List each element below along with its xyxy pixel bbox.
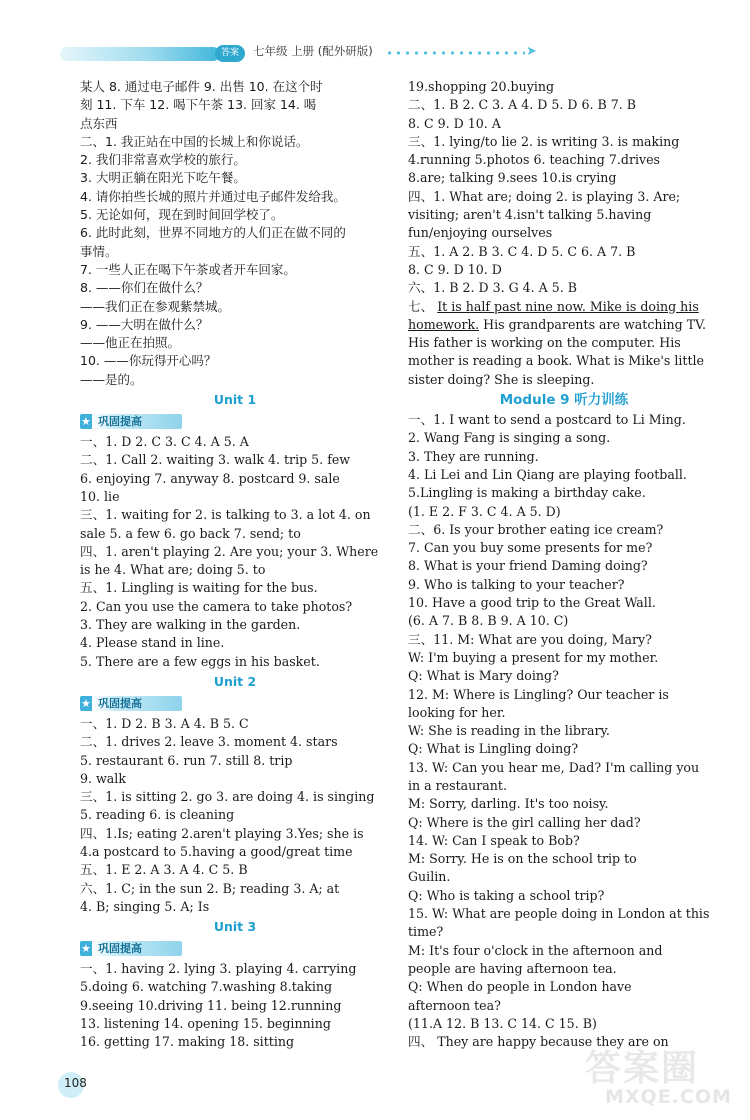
answer-line: time? (408, 924, 444, 940)
answer-line: 4. Li Lei and Lin Qiang are playing football. (408, 466, 687, 482)
answer-line: 16. getting 17. making 18. sitting (80, 1034, 295, 1050)
section-banner (80, 939, 390, 958)
answer-line: 8. C 9. D 10. A (408, 115, 501, 131)
answer-line: 一、1. D 2. C 3. C 4. A 5. A (80, 434, 249, 450)
answer-line: 9. ——大明在做什么？ (80, 316, 209, 332)
answer-line: 三、1. lying/to lie 2. is writing 3. is making (408, 133, 680, 149)
page-number-badge (58, 1070, 108, 1100)
answer-line: Q: What is Mary doing? (408, 668, 559, 684)
answer-line: M: It's four o'clock in the afternoon and (408, 942, 663, 958)
dotted-line-decoration (385, 49, 525, 57)
answer-line: 5. restaurant 6. run 7. still 8. trip (80, 752, 293, 768)
answer-line: 3. They are walking in the garden. (80, 617, 301, 633)
answer-line: ——我们正在参观紫禁城。 (80, 298, 231, 314)
answer-line: (1. E 2. F 3. C 4. A 5. D) (408, 503, 561, 519)
answer-badge: 答案 (215, 45, 245, 62)
answer-line: 二、1. Call 2. waiting 3. walk 4. trip 5. few (80, 452, 351, 468)
answer-line: looking for her. (408, 704, 506, 720)
star-icon: ★ (81, 942, 91, 956)
answer-line: afternoon tea? (408, 997, 501, 1013)
answer-line: in a restaurant. (408, 777, 507, 793)
answer-line: 刻 11. 下车 12. 喝下午茶 13. 回家 14. 喝 (80, 97, 317, 113)
answer-line: (11.A 12. B 13. C 14. C 15. B) (408, 1015, 597, 1031)
answer-line: 7. Can you buy some presents for me? (408, 540, 653, 556)
answer-line: 4.a postcard to 5.having a good/great time (80, 843, 353, 859)
answer-line: M: Sorry. He is on the school trip to (408, 851, 637, 867)
answer-line: 3. They are running. (408, 448, 539, 464)
answer-line: 10. Have a good trip to the Great Wall. (408, 595, 656, 611)
answer-line: 7. 一些人正在喝下午茶或者开车回家。 (80, 261, 296, 277)
answer-line: visiting; aren't 4.isn't talking 5.having (408, 207, 652, 223)
answer-line: 4. 请你拍些长城的照片并通过电子邮件发给我。 (80, 188, 346, 204)
answer-line: homework. His grandparents are watching TV. (408, 316, 707, 332)
answer-line: 五、1. Lingling is waiting for the bus. (80, 580, 318, 596)
answer-line: 二、1. 我正站在中国的长城上和你说话。 (80, 133, 309, 149)
answer-line: 2. Wang Fang is singing a song. (408, 430, 611, 446)
answer-line: sister doing? She is sleeping. (408, 371, 595, 387)
answer-line: 9. Who is talking to your teacher? (408, 576, 625, 592)
answer-line: W: She is reading in the library. (408, 723, 610, 739)
answer-line: 9.seeing 10.driving 11. being 12.running (80, 997, 342, 1013)
answer-line: 六、1. B 2. D 3. G 4. A 5. B (408, 280, 578, 296)
page-number: 108 (64, 1076, 87, 1090)
answer-line: 事情。 (80, 243, 118, 259)
answer-line: 8. What is your friend Daming doing? (408, 558, 648, 574)
answer-line: 5.Lingling is making a birthday cake. (408, 485, 646, 501)
answer-line: 五、1. E 2. A 3. A 4. C 5. B (80, 862, 248, 878)
answer-line: 8. ——你们在做什么？ (80, 280, 209, 296)
answer-line: people are having afternoon tea. (408, 960, 617, 976)
answer-line: 三、1. waiting for 2. is talking to 3. a lot 4. on (80, 507, 371, 523)
answer-line: 一、1. I want to send a postcard to Li Ming. (408, 412, 686, 428)
answer-line: Q: When do people in London have (408, 979, 632, 995)
answer-line: ——是的。 (80, 371, 143, 387)
answer-line: 8. C 9. D 10. D (408, 261, 502, 277)
header-swoosh-decoration (60, 47, 220, 61)
answer-line: mother is reading a book. What is Mike's little (408, 353, 705, 369)
answer-line: 四、 They are happy because they are on (408, 1034, 669, 1050)
answer-line: 9. walk (80, 770, 126, 786)
module-heading: Module 9 听力训练 (499, 392, 629, 409)
answer-line: 5. reading 6. is cleaning (80, 807, 235, 823)
answer-line: 4. Please stand in line. (80, 635, 225, 651)
section-banner-label: 巩固提高 (98, 942, 142, 956)
answer-line: M: Sorry, darling. It's too noisy. (408, 796, 609, 812)
answer-line: His father is working on the computer. His (408, 335, 681, 351)
answer-line: 5.doing 6. watching 7.washing 8.taking (80, 979, 333, 995)
watermark-logo (585, 1040, 745, 1115)
grade-label: 七年级 上册 (配外研版) (253, 44, 373, 58)
right-answer-column (408, 78, 720, 1051)
star-icon: ★ (81, 696, 91, 710)
answer-line: 点东西 (80, 115, 118, 131)
answer-line: 一、1. D 2. B 3. A 4. B 5. C (80, 715, 249, 731)
answer-line: 13. W: Can you hear me, Dad? I'm calling you (408, 759, 700, 775)
answer-line: 二、1. drives 2. leave 3. moment 4. stars (80, 734, 338, 750)
answer-line: 三、1. is sitting 2. go 3. are doing 4. is singing (80, 789, 375, 805)
answer-line: 四、1.Is; eating 2.aren't playing 3.Yes; she is (80, 825, 364, 841)
watermark-text: 答案圈 (585, 1048, 700, 1089)
answer-line: 4.running 5.photos 6. teaching 7.drives (408, 152, 661, 168)
arrow-icon: ➤ (526, 44, 537, 59)
answer-line: 4. B; singing 5. A; Is (80, 898, 210, 914)
section-banner (80, 412, 390, 431)
answer-line: 13. listening 14. opening 15. beginning (80, 1016, 331, 1032)
answer-line: 5. There are a few eggs in his basket. (80, 653, 320, 669)
answer-line: 10. lie (80, 488, 120, 504)
answer-line: Q: Who is taking a school trip? (408, 887, 605, 903)
answer-line: 10. ——你玩得开心吗？ (80, 353, 217, 369)
answer-line: 一、1. having 2. lying 3. playing 4. carrying (80, 961, 357, 977)
answer-line: 19.shopping 20.buying (408, 79, 555, 94)
answer-line: 六、1. C; in the sun 2. B; reading 3. A; at (80, 880, 340, 896)
answer-line: W: I'm buying a present for my mother. (408, 649, 659, 665)
answer-line: 七、 It is half past nine now. Mike is doing his (408, 298, 699, 314)
answer-line: 6. enjoying 7. anyway 8. postcard 9. sale (80, 470, 340, 486)
star-icon: ★ (81, 415, 91, 429)
answer-line: 6. 此时此刻，世界不同地方的人们正在做不同的 (80, 225, 346, 241)
answer-line: sale 5. a few 6. go back 7. send; to (80, 525, 301, 541)
answer-line: 3. 大明正躺在阳光下吃午餐。 (80, 170, 246, 186)
watermark-url: MXQE.COM (605, 1086, 732, 1108)
page-header (60, 40, 537, 70)
unit-heading: Unit 2 (213, 673, 257, 689)
left-answer-column (80, 78, 390, 1052)
unit-heading: Unit 1 (213, 392, 257, 408)
answer-line: Q: Where is the girl calling her dad? (408, 814, 641, 830)
answer-line: 某人 8. 通过电子邮件 9. 出售 10. 在这个时 (80, 79, 323, 94)
answer-line: Guilin. (408, 869, 451, 885)
section-banner (80, 694, 390, 713)
answer-line: (6. A 7. B 8. B 9. A 10. C) (408, 613, 569, 629)
section-banner-label: 巩固提高 (98, 415, 142, 429)
answer-line: 14. W: Can I speak to Bob? (408, 832, 580, 848)
answer-line: 12. M: Where is Lingling? Our teacher is (408, 686, 669, 702)
answer-line: 二、6. Is your brother eating ice cream? (408, 521, 664, 537)
answer-line: 五、1. A 2. B 3. C 4. D 5. C 6. A 7. B (408, 243, 636, 259)
answer-line: 15. W: What are people doing in London at this (408, 906, 710, 922)
answer-line: Q: What is Lingling doing? (408, 741, 579, 757)
section-banner-label: 巩固提高 (98, 696, 142, 710)
answer-line: 2. 我们非常喜欢学校的旅行。 (80, 152, 246, 168)
answer-line: is he 4. What are; doing 5. to (80, 562, 266, 578)
unit-heading: Unit 3 (213, 919, 257, 935)
answer-line: 2. Can you use the camera to take photos? (80, 598, 353, 614)
answer-line: ——他正在拍照。 (80, 335, 181, 351)
answer-line: 三、11. M: What are you doing, Mary? (408, 631, 652, 647)
answer-line: 5. 无论如何，现在到时间回学校了。 (80, 207, 284, 223)
answer-line: 8.are; talking 9.sees 10.is crying (408, 170, 617, 186)
answer-line: 四、1. aren't playing 2. Are you; your 3. Where (80, 543, 379, 559)
answer-line: 四、1. What are; doing 2. is playing 3. Are; (408, 188, 681, 204)
answer-line: fun/enjoying ourselves (408, 225, 553, 241)
answer-line: 二、1. B 2. C 3. A 4. D 5. D 6. B 7. B (408, 97, 637, 113)
